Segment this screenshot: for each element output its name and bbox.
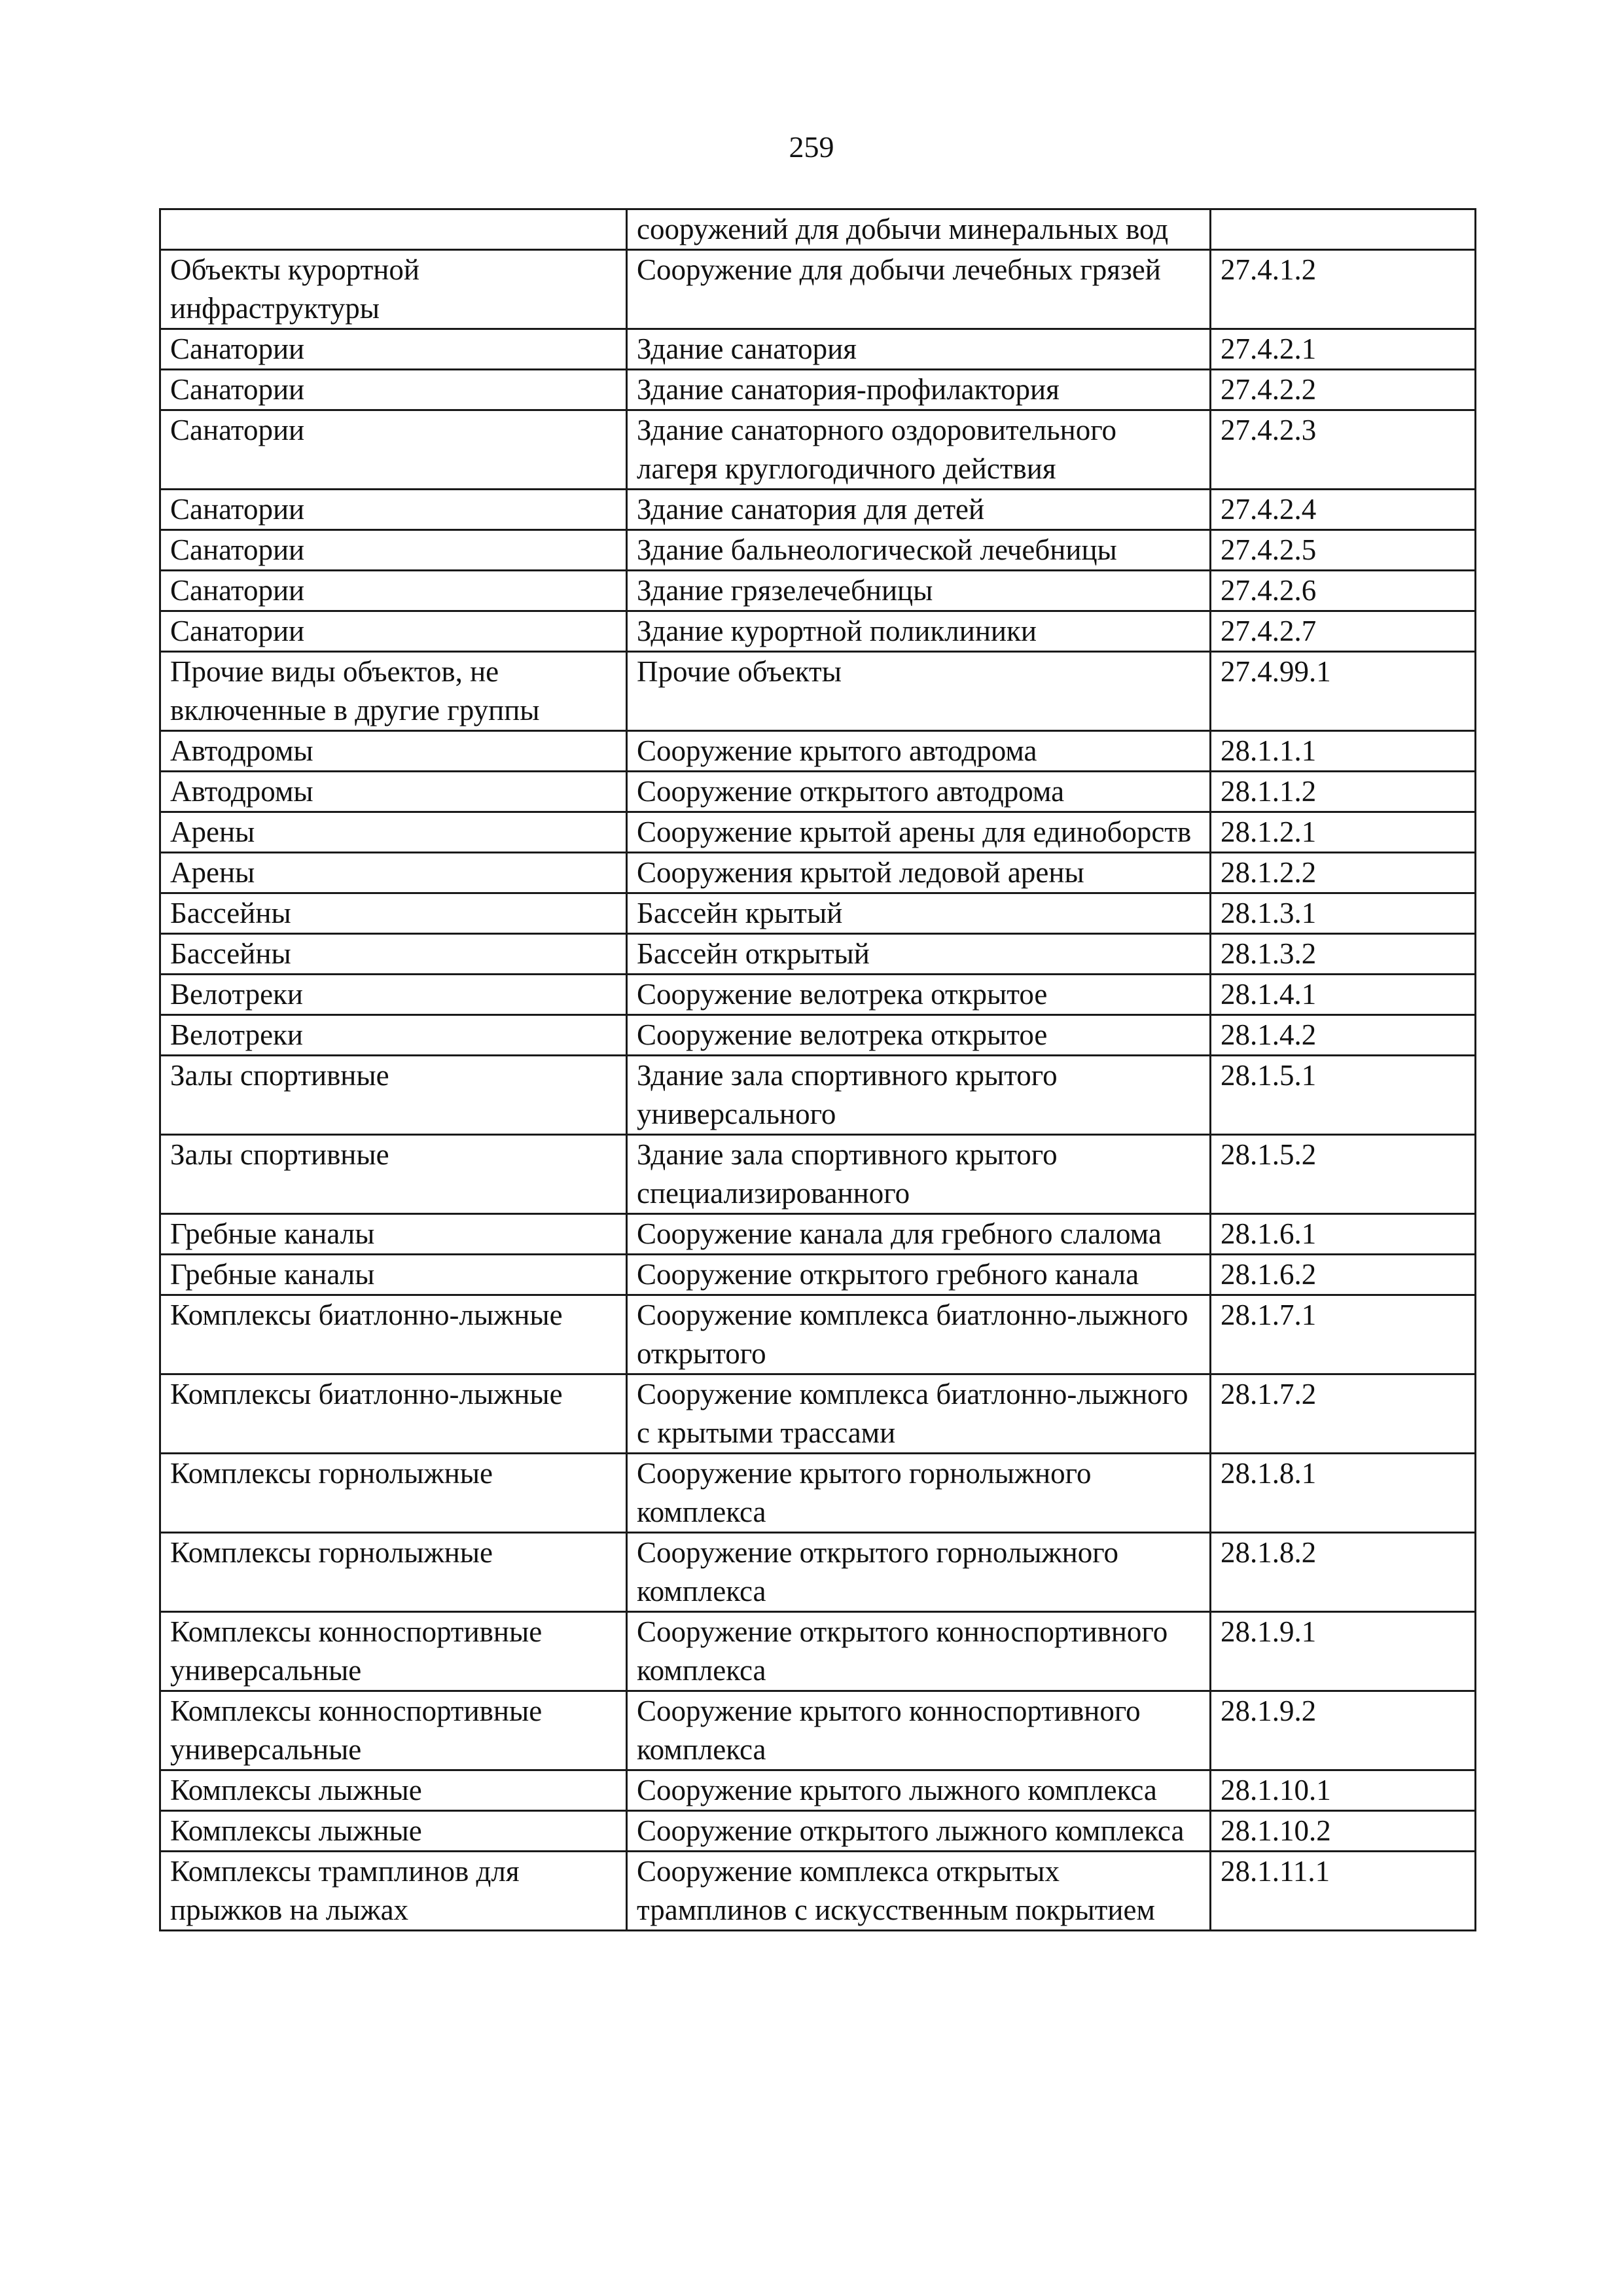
object-cell — [627, 1135, 1211, 1214]
category-text: Комплексы лыжные — [170, 1774, 422, 1806]
code-cell — [1211, 893, 1476, 934]
category-cell — [160, 772, 627, 812]
object-text: Здание зала спортивного крытого специализированного — [637, 1138, 1058, 1210]
code-text: 28.1.2.2 — [1221, 856, 1317, 889]
code-text: 27.4.2.4 — [1221, 493, 1317, 526]
category-text: Комплексы конноспортивные универсальные — [170, 1695, 543, 1766]
category-text: Автодромы — [170, 734, 313, 767]
code-cell — [1211, 1214, 1476, 1255]
category-cell — [160, 1255, 627, 1295]
category-text: Арены — [170, 856, 255, 889]
object-text: Сооружение комплекса биатлонно-лыжного открытого — [637, 1299, 1188, 1370]
code-text: 28.1.7.1 — [1221, 1299, 1317, 1331]
category-text: Объекты курортной инфраструктуры — [170, 253, 419, 325]
object-cell — [627, 250, 1211, 329]
code-cell — [1211, 853, 1476, 893]
object-cell — [627, 1612, 1211, 1691]
object-cell — [627, 652, 1211, 731]
code-text: 28.1.3.2 — [1221, 937, 1317, 970]
category-cell — [160, 1691, 627, 1770]
code-cell — [1211, 1533, 1476, 1612]
object-cell — [627, 1214, 1211, 1255]
code-cell — [1211, 1691, 1476, 1770]
object-cell — [627, 1454, 1211, 1533]
category-text: Санатории — [170, 493, 305, 526]
table-row — [160, 1533, 1476, 1612]
table-row — [160, 370, 1476, 410]
table-row — [160, 1135, 1476, 1214]
table-body — [160, 209, 1476, 1931]
code-text: 28.1.5.1 — [1221, 1059, 1317, 1092]
category-text: Прочие виды объектов, не включенные в другие группы — [170, 655, 540, 726]
object-text: Сооружение открытого конноспортивного комплекса — [637, 1615, 1168, 1687]
code-cell — [1211, 1374, 1476, 1454]
code-cell — [1211, 934, 1476, 975]
object-text: Сооружение комплекса открытых трамплинов с искусственным покрытием — [637, 1855, 1155, 1926]
category-cell — [160, 250, 627, 329]
category-text: Комплексы горнолыжные — [170, 1457, 493, 1490]
table-row — [160, 209, 1476, 250]
object-cell — [627, 812, 1211, 853]
object-text: Сооружение открытого гребного канала — [637, 1258, 1139, 1291]
object-text: Здание санатория для детей — [637, 493, 985, 526]
category-cell — [160, 1015, 627, 1056]
object-cell — [627, 1852, 1211, 1931]
table-row — [160, 250, 1476, 329]
object-cell — [627, 611, 1211, 652]
object-cell — [627, 1015, 1211, 1056]
table-row — [160, 1691, 1476, 1770]
object-cell — [627, 731, 1211, 772]
category-cell — [160, 1374, 627, 1454]
object-cell — [627, 410, 1211, 490]
object-text: Здание бальнеологической лечебницы — [637, 533, 1117, 566]
category-text: Комплексы биатлонно-лыжные — [170, 1299, 563, 1331]
code-text: 28.1.11.1 — [1221, 1855, 1330, 1888]
category-cell — [160, 1852, 627, 1931]
code-cell — [1211, 1852, 1476, 1931]
object-cell — [627, 571, 1211, 611]
category-text: Велотреки — [170, 978, 303, 1011]
category-text: Санатории — [170, 332, 305, 365]
code-cell — [1211, 329, 1476, 370]
object-text: Бассейн открытый — [637, 937, 870, 970]
object-text: Сооружение открытого горнолыжного комплекса — [637, 1536, 1119, 1607]
category-text: Комплексы биатлонно-лыжные — [170, 1378, 563, 1410]
object-text: Здание грязелечебницы — [637, 574, 933, 607]
code-cell — [1211, 530, 1476, 571]
category-text: Санатории — [170, 615, 305, 647]
category-cell — [160, 410, 627, 490]
object-cell — [627, 370, 1211, 410]
code-text: 28.1.9.1 — [1221, 1615, 1317, 1648]
table-row — [160, 652, 1476, 731]
object-cell — [627, 975, 1211, 1015]
table-row — [160, 329, 1476, 370]
table-row — [160, 611, 1476, 652]
object-text: сооружений для добычи минеральных вод — [637, 213, 1169, 245]
category-cell — [160, 812, 627, 853]
object-text: Сооружение крытого автодрома — [637, 734, 1037, 767]
category-cell — [160, 1811, 627, 1852]
object-text: Сооружение велотрека открытое — [637, 978, 1048, 1011]
object-text: Здание санатория — [637, 332, 857, 365]
code-text: 28.1.10.1 — [1221, 1774, 1331, 1806]
category-text: Автодромы — [170, 775, 313, 808]
table-row — [160, 853, 1476, 893]
table-row — [160, 1612, 1476, 1691]
code-text: 27.4.2.6 — [1221, 574, 1317, 607]
code-cell — [1211, 370, 1476, 410]
code-cell — [1211, 1255, 1476, 1295]
object-cell — [627, 329, 1211, 370]
code-cell — [1211, 1811, 1476, 1852]
object-text: Сооружение комплекса биатлонно-лыжного с крытыми трассами — [637, 1378, 1188, 1449]
table-row — [160, 1374, 1476, 1454]
category-cell — [160, 209, 627, 250]
code-cell — [1211, 772, 1476, 812]
category-cell — [160, 1770, 627, 1811]
category-cell — [160, 611, 627, 652]
code-cell — [1211, 1770, 1476, 1811]
category-cell — [160, 1533, 627, 1612]
code-text: 28.1.2.1 — [1221, 816, 1317, 848]
code-cell — [1211, 975, 1476, 1015]
category-text: Арены — [170, 816, 255, 848]
code-cell — [1211, 209, 1476, 250]
category-cell — [160, 731, 627, 772]
object-cell — [627, 853, 1211, 893]
code-cell — [1211, 611, 1476, 652]
code-cell — [1211, 1454, 1476, 1533]
category-cell — [160, 652, 627, 731]
code-cell — [1211, 1056, 1476, 1135]
code-text: 28.1.3.1 — [1221, 897, 1317, 929]
object-text: Сооружение крытого горнолыжного комплекса — [637, 1457, 1092, 1528]
code-text: 27.4.2.3 — [1221, 414, 1317, 446]
object-text: Прочие объекты — [637, 655, 842, 688]
object-cell — [627, 490, 1211, 530]
category-cell — [160, 370, 627, 410]
object-cell — [627, 1691, 1211, 1770]
code-text: 28.1.4.2 — [1221, 1018, 1317, 1051]
table-row — [160, 1770, 1476, 1811]
category-text: Комплексы конноспортивные универсальные — [170, 1615, 543, 1687]
table-row — [160, 731, 1476, 772]
category-cell — [160, 1056, 627, 1135]
object-cell — [627, 1374, 1211, 1454]
code-text: 28.1.6.1 — [1221, 1217, 1317, 1250]
category-cell — [160, 1454, 627, 1533]
code-cell — [1211, 250, 1476, 329]
page-number: 259 — [789, 130, 834, 164]
table-row — [160, 1056, 1476, 1135]
object-cell — [627, 1770, 1211, 1811]
category-text: Велотреки — [170, 1018, 303, 1051]
code-cell — [1211, 1295, 1476, 1374]
object-text: Сооружение открытого автодрома — [637, 775, 1065, 808]
code-cell — [1211, 731, 1476, 772]
category-text: Гребные каналы — [170, 1258, 375, 1291]
category-text: Комплексы горнолыжные — [170, 1536, 493, 1569]
category-text: Санатории — [170, 414, 305, 446]
object-text: Сооружения крытой ледовой арены — [637, 856, 1084, 889]
table-row — [160, 1852, 1476, 1931]
category-text: Санатории — [170, 533, 305, 566]
category-cell — [160, 1612, 627, 1691]
category-text: Залы спортивные — [170, 1059, 389, 1092]
object-cell — [627, 1811, 1211, 1852]
code-cell — [1211, 571, 1476, 611]
code-text: 28.1.10.2 — [1221, 1814, 1331, 1847]
objects-table — [159, 208, 1476, 1931]
category-cell — [160, 853, 627, 893]
category-cell — [160, 490, 627, 530]
category-text: Гребные каналы — [170, 1217, 375, 1250]
object-text: Сооружение для добычи лечебных грязей — [637, 253, 1161, 286]
code-cell — [1211, 652, 1476, 731]
table-row — [160, 1214, 1476, 1255]
object-cell — [627, 1533, 1211, 1612]
category-cell — [160, 329, 627, 370]
category-text: Комплексы лыжные — [170, 1814, 422, 1847]
category-cell — [160, 934, 627, 975]
code-text: 27.4.2.1 — [1221, 332, 1317, 365]
table-row — [160, 893, 1476, 934]
object-text: Сооружение велотрека открытое — [637, 1018, 1048, 1051]
object-cell — [627, 530, 1211, 571]
object-cell — [627, 1255, 1211, 1295]
code-cell — [1211, 812, 1476, 853]
object-cell — [627, 772, 1211, 812]
object-text: Сооружение крытой арены для единоборств — [637, 816, 1192, 848]
object-text: Бассейн крытый — [637, 897, 843, 929]
code-text: 27.4.1.2 — [1221, 253, 1317, 286]
code-text: 28.1.6.2 — [1221, 1258, 1317, 1291]
code-cell — [1211, 490, 1476, 530]
category-text: Санатории — [170, 574, 305, 607]
object-cell — [627, 893, 1211, 934]
object-text: Сооружение канала для гребного слалома — [637, 1217, 1162, 1250]
table-row — [160, 490, 1476, 530]
object-text: Сооружение крытого конноспортивного комплекса — [637, 1695, 1141, 1766]
code-text: 27.4.2.7 — [1221, 615, 1317, 647]
category-text: Бассейны — [170, 937, 291, 970]
object-cell — [627, 1056, 1211, 1135]
table-row — [160, 812, 1476, 853]
category-cell — [160, 1295, 627, 1374]
code-text: 28.1.9.2 — [1221, 1695, 1317, 1727]
category-text: Комплексы трамплинов для прыжков на лыжах — [170, 1855, 520, 1926]
category-cell — [160, 530, 627, 571]
code-text: 28.1.5.2 — [1221, 1138, 1317, 1171]
code-cell — [1211, 1612, 1476, 1691]
code-text: 27.4.2.2 — [1221, 373, 1317, 406]
table-row — [160, 1454, 1476, 1533]
table-row — [160, 530, 1476, 571]
category-cell — [160, 1135, 627, 1214]
table-row — [160, 1811, 1476, 1852]
category-text: Залы спортивные — [170, 1138, 389, 1171]
object-text: Здание зала спортивного крытого универсального — [637, 1059, 1058, 1130]
table-row — [160, 1255, 1476, 1295]
code-text: 27.4.2.5 — [1221, 533, 1317, 566]
category-text: Бассейны — [170, 897, 291, 929]
code-text: 28.1.1.1 — [1221, 734, 1317, 767]
object-text: Здание санатория-профилактория — [637, 373, 1060, 406]
code-cell — [1211, 410, 1476, 490]
object-cell — [627, 1295, 1211, 1374]
object-text: Здание курортной поликлиники — [637, 615, 1037, 647]
object-text: Здание санаторного оздоровительного лагеря круглогодичного действия — [637, 414, 1117, 485]
code-text: 27.4.99.1 — [1221, 655, 1331, 688]
code-cell — [1211, 1015, 1476, 1056]
code-text: 28.1.8.1 — [1221, 1457, 1317, 1490]
table-row — [160, 772, 1476, 812]
code-cell — [1211, 1135, 1476, 1214]
table-row — [160, 571, 1476, 611]
object-text: Сооружение открытого лыжного комплекса — [637, 1814, 1185, 1847]
category-text: Санатории — [170, 373, 305, 406]
object-cell — [627, 934, 1211, 975]
table-row — [160, 1015, 1476, 1056]
code-text: 28.1.7.2 — [1221, 1378, 1317, 1410]
table-row — [160, 975, 1476, 1015]
code-text: 28.1.1.2 — [1221, 775, 1317, 808]
category-cell — [160, 571, 627, 611]
object-cell — [627, 209, 1211, 250]
table-row — [160, 1295, 1476, 1374]
table-row — [160, 934, 1476, 975]
code-text: 28.1.4.1 — [1221, 978, 1317, 1011]
object-text: Сооружение крытого лыжного комплекса — [637, 1774, 1157, 1806]
category-cell — [160, 1214, 627, 1255]
category-cell — [160, 975, 627, 1015]
table-row — [160, 410, 1476, 490]
code-text: 28.1.8.2 — [1221, 1536, 1317, 1569]
category-cell — [160, 893, 627, 934]
